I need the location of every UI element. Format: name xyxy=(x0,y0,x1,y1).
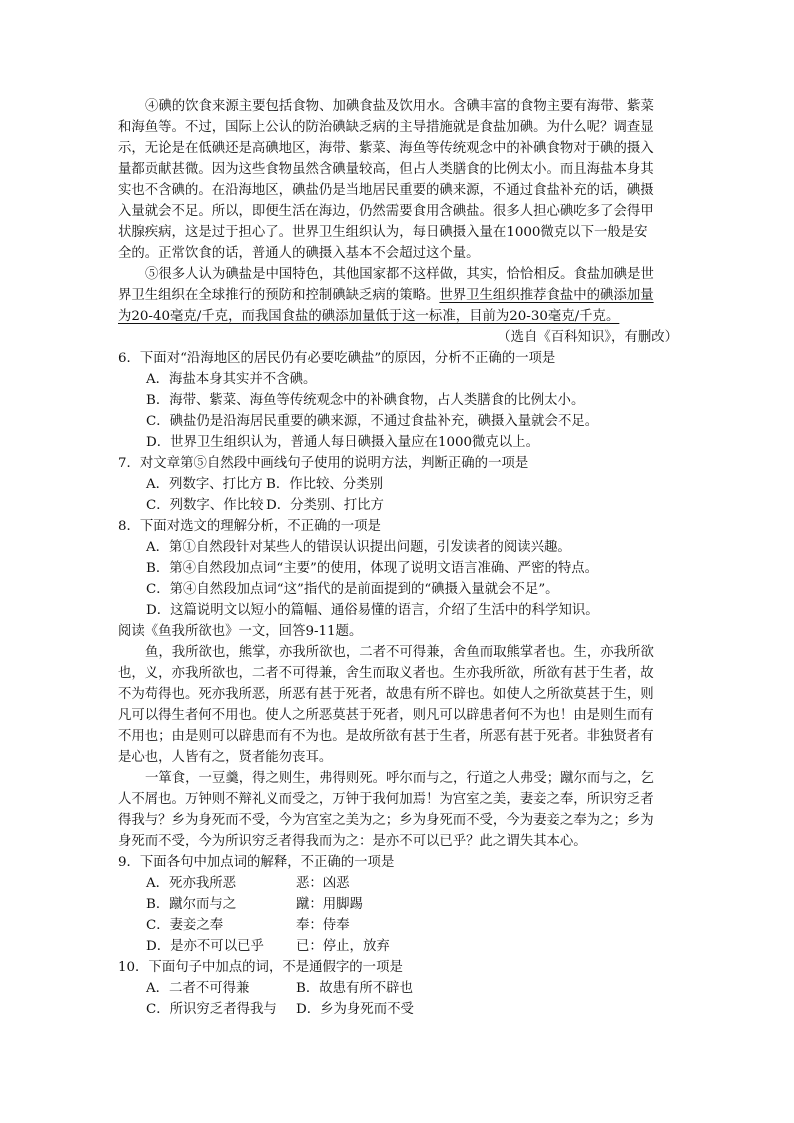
question-6 xyxy=(118,348,678,453)
option-row xyxy=(118,936,678,957)
source-citation: （选自《百科知识》，有删改） xyxy=(497,330,678,345)
text-segment: 界卫生组织在全球推行的预防和控制碘缺乏病的策略。 xyxy=(118,288,440,303)
option-gloss: 恶：凶恶 xyxy=(296,876,350,891)
option-a: A．二者不可得兼 xyxy=(146,981,250,996)
question-stem: 6．下面对“沿海地区的居民仍有必要吃碘盐”的原因，分析不正确的一项是 xyxy=(118,351,556,366)
text-line: 鱼，我所欲也，熊掌，亦我所欲也，二者不可得兼，舍鱼而取熊掌者也。生，亦我所欲 xyxy=(145,645,654,660)
options-row xyxy=(118,495,678,516)
option-sentence: C．妻妾之奉 xyxy=(146,918,224,933)
text-line: 入量就会不足。所以，即便生活在海边，仍然需要食用含碘盐。很多人担心碘吃多了会得甲 xyxy=(118,204,654,219)
exam-page xyxy=(118,96,678,1020)
text-line: 不为苟得也。死亦我所恶，所恶有甚于死者，故患有所不辟也。如使人之所欲莫甚于生，则 xyxy=(118,687,654,702)
text-line: 不用也；由是则可以辟患而有不为也。是故所欲有甚于生者，所恶有甚于死者。非独贤者有 xyxy=(118,729,654,744)
text-line: 量都贡献甚微。因为这些食物虽然含碘量较高，但占人类膳食的比例太小。而且海盐本身其 xyxy=(118,162,654,177)
classical-passage xyxy=(118,642,678,852)
question-7 xyxy=(118,453,678,516)
text-line: 状腺疾病，这是过于担心了。世界卫生组织认为，每日碘摄入量在1000微克以下一般是安 xyxy=(118,225,648,240)
option-sentence: B．蹴尔而与之 xyxy=(146,897,237,912)
options-row xyxy=(118,978,678,999)
option-a: A．第①自然段针对某些人的错误认识提出问题，引发读者的阅读兴趣。 xyxy=(146,540,571,555)
text-line: 凡可以得生者何不用也。使人之所恶莫甚于死者，则凡可以辟患者何不为也！由是则生而有 xyxy=(118,708,654,723)
text-line: 一箪食，一豆羹，得之则生，弗得则死。呼尔而与之，行道之人弗受；蹴尔而与之，乞 xyxy=(145,771,654,786)
option-b: B．故患有所不辟也 xyxy=(296,981,413,996)
text-line: 全的。正常饮食的话，普通人的碘摄入基本不会超过这个量。 xyxy=(118,246,480,261)
option-row xyxy=(118,873,678,894)
option-gloss: 已：停止，放弃 xyxy=(296,939,390,954)
paragraph-5 xyxy=(118,264,678,327)
option-a: A．海盐本身其实并不含碘。 xyxy=(146,372,317,387)
options-row xyxy=(118,474,678,495)
option-c: C．列数字、作比较 xyxy=(146,498,264,513)
text-line: 是心也，人皆有之，贤者能勿丧耳。 xyxy=(118,750,333,765)
question-10 xyxy=(118,957,678,1020)
text-line: 示，无论是在低碘还是高碘地区，海带、紫菜、海鱼等传统观念中的补碘食物对于碘的摄入 xyxy=(118,141,654,156)
question-stem: 10．下面句子中加点的词，不是通假字的一项是 xyxy=(118,960,403,975)
option-gloss: 奉：侍奉 xyxy=(296,918,350,933)
underlined-sentence: 为20-40毫克/千克，而我国食盐的碘添加量低于这一标准，目前为20-30毫克/千克。 xyxy=(118,309,620,324)
option-d: D．乡为身死而不受 xyxy=(296,1002,414,1017)
option-c: C．第④自然段加点词“这”指代的是前面提到的“碘摄入量就会不足”。 xyxy=(146,582,559,597)
option-d: D．世界卫生组织认为，普通人每日碘摄入量应在1000微克以上。 xyxy=(146,435,539,450)
text-line: 得我与？乡为身死而不受，今为宫室之美为之；乡为身死而不受，今为妻妾之奉为之；乡为 xyxy=(118,813,654,828)
text-line: 身死而不受，今为所识穷乏者得我而为之：是亦不可以已乎？此之谓失其本心。 xyxy=(118,834,587,849)
text-line: ④碘的饮食来源主要包括食物、加碘食盐及饮用水。含碘丰富的食物主要有海带、紫菜 xyxy=(145,99,654,114)
options-row xyxy=(118,999,678,1020)
text-line: 和海鱼等。不过，国际上公认的防治碘缺乏病的主导措施就是食盐加碘。为什么呢？调查显 xyxy=(118,120,654,135)
option-row xyxy=(118,915,678,936)
option-a: A．列数字、打比方 xyxy=(146,477,263,492)
question-stem: 9．下面各句中加点词的解释，不正确的一项是 xyxy=(118,855,395,870)
option-row xyxy=(118,894,678,915)
text-line xyxy=(118,285,678,306)
option-gloss: 蹴：用脚踢 xyxy=(296,897,363,912)
option-c: C．所识穷乏者得我与 xyxy=(146,1002,277,1017)
text-line: 人不屑也。万钟则不辩礼义而受之，万钟于我何加焉！为宫室之美，妻妾之奉，所识穷乏者 xyxy=(118,792,654,807)
option-b: B．作比较、分类别 xyxy=(266,477,383,492)
option-sentence: D．是亦不可以已乎 xyxy=(146,939,264,954)
question-9 xyxy=(118,852,678,957)
underlined-sentence: 世界卫生组织推荐食盐中的碘添加量 xyxy=(439,288,654,303)
option-b: B．海带、紫菜、海鱼等传统观念中的补碘食物，占人类膳食的比例太小。 xyxy=(146,393,585,408)
text-line: ⑤很多人认为碘盐是中国特色，其他国家都不这样做，其实，恰恰相反。食盐加碘是世 xyxy=(145,267,654,282)
option-d: D．分类别、打比方 xyxy=(266,498,384,513)
paragraph-4 xyxy=(118,96,678,264)
text-line: 实也不含碘的。在沿海地区，碘盐仍是当地居民重要的碘来源，不通过食盐补充的话，碘摄 xyxy=(118,183,654,198)
question-stem: 8．下面对选文的理解分析，不正确的一项是 xyxy=(118,519,381,534)
option-b: B．第④自然段加点词“主要”的使用，体现了说明文语言准确、严密的特点。 xyxy=(146,561,599,576)
option-sentence: A．死亦我所恶 xyxy=(146,876,237,891)
question-stem: 7．对文章第⑤自然段中画线句子使用的说明方法，判断正确的一项是 xyxy=(118,456,529,471)
option-c: C．碘盐仍是沿海居民重要的碘来源，不通过食盐补充，碘摄入量就会不足。 xyxy=(146,414,599,429)
question-8 xyxy=(118,516,678,621)
option-d: D．这篇说明文以短小的篇幅、通俗易懂的语言，介绍了生活中的科学知识。 xyxy=(146,603,599,618)
reading-instruction: 阅读《鱼我所欲也》一文，回答9-11题。 xyxy=(118,624,363,639)
text-line: 也，义，亦我所欲也，二者不可得兼，舍生而取义者也。生亦我所欲，所欲有甚于生者，故 xyxy=(118,666,654,681)
